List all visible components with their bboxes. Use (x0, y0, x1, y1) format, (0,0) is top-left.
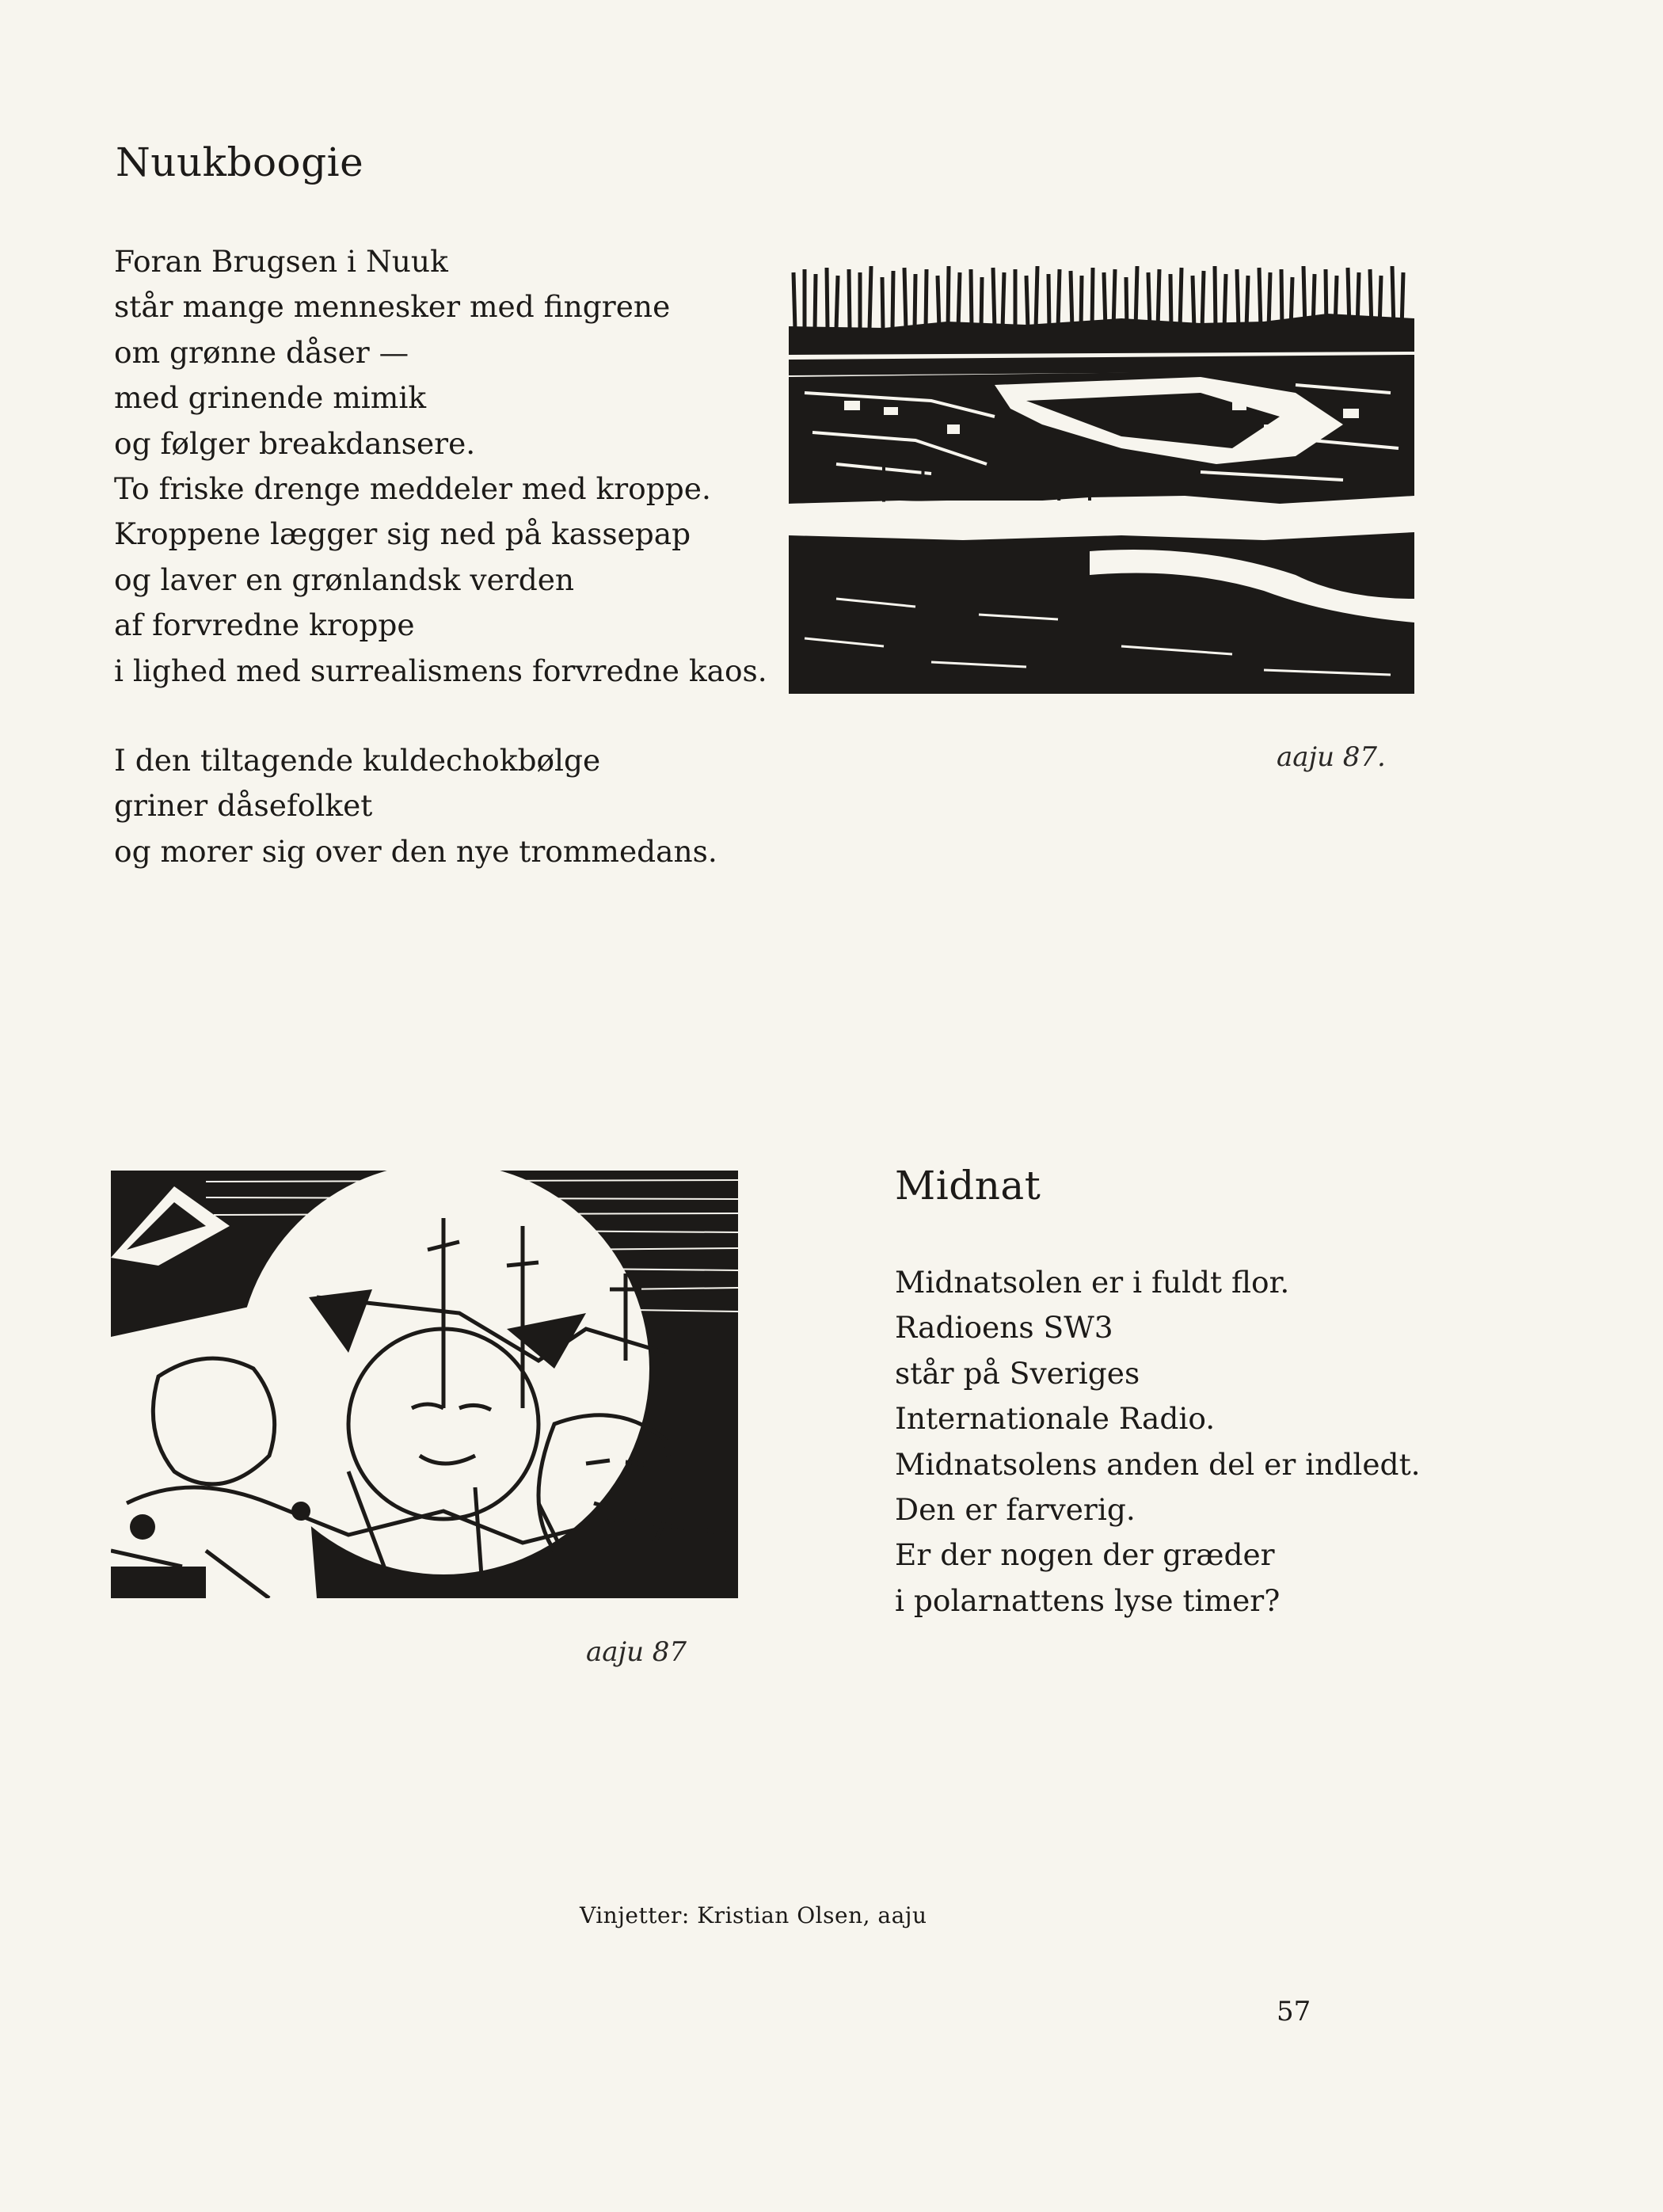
poem-line: og morer sig over den nye trommedans. (114, 833, 717, 869)
poem-line: Foran Brugsen i Nuuk (114, 244, 448, 279)
poem-line: Kroppene lægger sig ned på kassepap (114, 516, 691, 552)
page-number: 57 (1277, 1996, 1311, 2027)
poem-line: står mange mennesker med fingrene (114, 289, 671, 325)
poem-line: med grinende mimik (114, 380, 427, 416)
poem1-stanza-2 (114, 738, 717, 874)
poem1-stanza-1 (114, 239, 767, 694)
poem-title-midnat: Midnat (895, 1163, 1041, 1209)
poem-line: og følger breakdansere. (114, 425, 476, 461)
poem-line: Internationale Radio. (895, 1401, 1216, 1437)
poem-line: Midnatsolen er i fuldt flor. (895, 1265, 1290, 1300)
poem-line: om grønne dåser — (114, 334, 409, 370)
poem-line: Radioens SW3 (895, 1310, 1113, 1346)
poem-line: i polarnattens lyse timer? (895, 1582, 1281, 1618)
poem-title-nuukboogie: Nuukboogie (116, 139, 364, 185)
poem-line: og laver en grønlandsk verden (114, 562, 575, 597)
landscape-illustration (789, 266, 1414, 694)
illustration-credit: Vinjetter: Kristian Olsen, aaju (580, 1902, 927, 1928)
poem-line: af forvredne kroppe (114, 607, 415, 643)
poem-line: står på Sveriges (895, 1355, 1140, 1391)
poem-line: I den tiltagende kuldechokbølge (114, 743, 601, 778)
poem-line: i lighed med surrealismens forvredne kaos. (114, 653, 767, 688)
poem-line: Er der nogen der græder (895, 1537, 1275, 1573)
poem-line: To friske drenge meddeler med kroppe. (114, 471, 711, 507)
poem-line: Den er farverig. (895, 1492, 1136, 1528)
poem-line: griner dåsefolket (114, 788, 373, 824)
poem-line: Midnatsolens anden del er indledt. (895, 1446, 1421, 1482)
poem2-stanza-1 (895, 1260, 1421, 1624)
illustration-signature: aaju 87. (1277, 741, 1386, 773)
illustration-signature: aaju 87 (586, 1636, 687, 1668)
figures-illustration (111, 1171, 738, 1598)
